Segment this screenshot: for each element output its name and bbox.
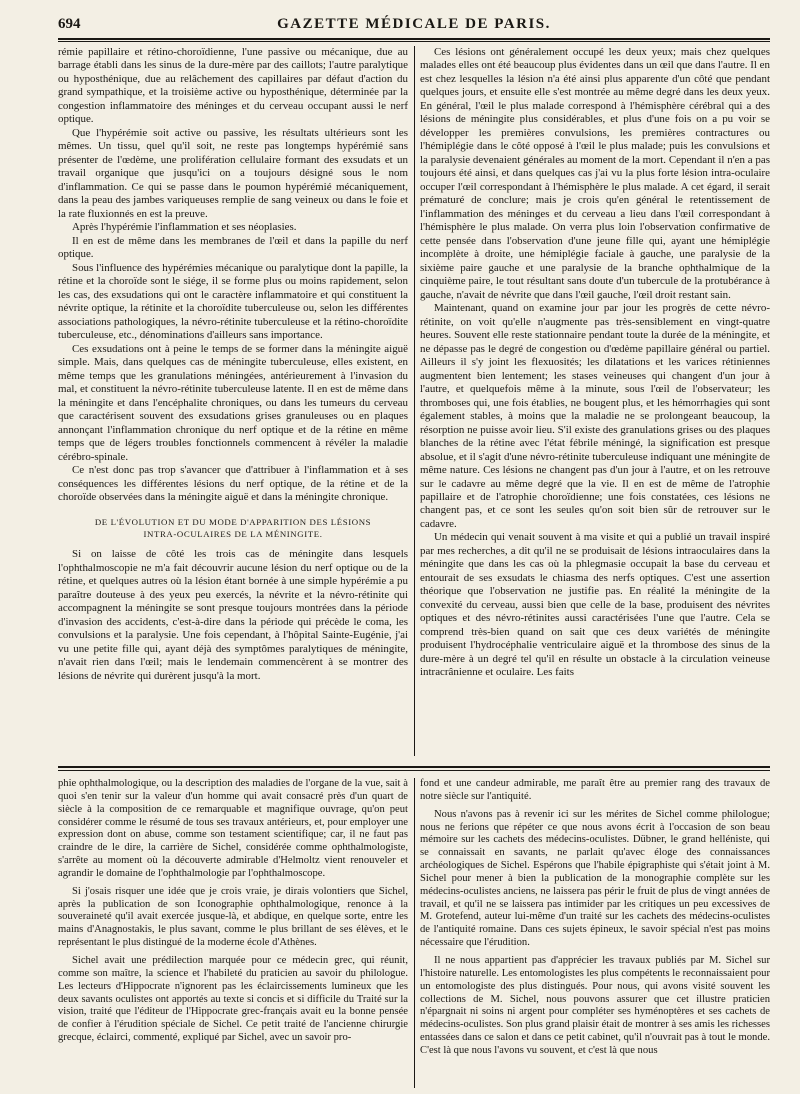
paragraph: fond et une candeur admirable, me paraît être au premier rang des travaux de notre siècle sur l'antiquité. — [420, 778, 770, 802]
paragraph: Que l'hypérémie soit active ou passive, les résultats ultérieurs sont les mêmes. Un tissu, quel qu'il soit, ne reste pas longtemps hypérémié sans présenter de l'œdème, une prolifération cellulaire formant des exsudats et un travail organique que jusqu'ici on a toujours désigné sous le nom d'inflammation. Ce qui se passe dans le poumon hypérémié mécaniquement, dans la peau des jambes variqueuses remplie de sang veineux ou dans le foie et la rate fluxionnés en est la preuve. — [58, 126, 408, 220]
page-number: 694 — [58, 16, 81, 32]
section-title — [58, 516, 408, 540]
paragraph: Il ne nous appartient pas d'apprécier les travaux publiés par M. Sichel sur l'histoire naturelle. Les entomologistes les plus compétents le reconnaissaient pour un entomologiste des plus distingués. Pour nous, qui avons visité souvent les collections de M. Sichel, nous pouvons assurer que cet illustre praticien n'épargnait ni soins ni argent pour compléter ses hyménoptères et ses cachets de médecins-oculistes. Son plus grand plaisir était de montrer à ses amis les richesses entassées dans ce salon et dans ce petit cabinet, qu'il n'ouvrait pas à tout le monde. C'est là que nous l'avons vu souvent, et c'est là que nous — [420, 954, 770, 1056]
top-left-column — [58, 46, 408, 760]
paragraph: rémie papillaire et rétino-choroïdienne, l'une passive ou mécanique, due au barrage établi dans les sinus de la dure-mère par des caillots; l'autre paralytique ou hyposthénique, due au relâchement des capillaires par défaut d'action du grand sympathique, et la troisième active ou hyposthénique, déterminée par la congestion inflammatoire des méninges et du cerveau occupant aussi le nerf optique. — [58, 46, 408, 126]
paragraph: Il en est de même dans les membranes de l'œil et dans la papille du nerf optique. — [58, 234, 408, 261]
paragraph: Un médecin qui venait souvent à ma visite et qui a publié un travail inspiré par mes recherches, a dit qu'il ne se produisait de lésions intraoculaires dans la méningite que dans les cas où la phlegmasie occupait la base du cerveau et entourait de ses exsudats le chiasma des nerfs optiques. C'est une assertion théorique que l'observation ne justifie pas. En réalité la méningite de la convexité du cerveau, aussi bien que celle de la base, produisent des névrites optiques et des névro-rétinites aussi caractérisées l'une que l'autre. Cela se comprend très-bien quand on sait que ces deux variétés de méningite produisent l'hydrocéphalie ventriculaire aiguë et la thrombose des sinus de la dure-mère à un degré tel qu'il en résulte un obstacle à la circulation veineuse intracrânienne et oculaire. Les faits — [420, 531, 770, 679]
header-rule-thin — [58, 41, 770, 42]
header-rule — [58, 38, 770, 40]
paragraph: Ces lésions ont généralement occupé les deux yeux; mais chez quelques malades elles ont été beaucoup plus évidentes dans un œil que dans l'autre. Il en est chez lesquelles la lésion n'a été ainsi plus apparente d'un côté que pendant quelques jours, et ensuite elle s'est montrée au même degré dans les deux yeux. En général, l'œil le plus malade correspond à l'hémisphère cérébral qui a des lésions de méningite plus considérables, et plus d'une fois on a pu voir se développer les premières convulsions, les premières contractures ou l'hémiplégie dans le côté opposé à l'œil le plus malade; puis les convulsions et la paralysie devenaient générales au moment de la mort. Cependant il n'en a pas toujours été ainsi, et dans quelques cas j'ai vu la plus forte lésion intra-oculaire occuper l'œil correspondant à l'hémisphère le plus malade. A cet égard, il serait prématuré de conclure; mais je crois qu'en général le retentissement de l'inflammation des méninges et du cerveau a lieu dans l'œil correspondant à l'hémisphère le plus malade. On verra plus loin l'observation confirmative de cette pensée dans l'observation d'une jeune fille qui, ayant une hémiplégie incomplète à droite, une hémiplégie faciale à gauche, une paralysie de la sixième paire gauche et une paralysie de la branche ophthalmique de la cinquième paire, le tout résultant sans doute d'un tubercule de la protubérance à gauche, n'avait de névrite que dans l'œil gauche, l'œil droit restant sain. — [420, 46, 770, 301]
paragraph: Nous n'avons pas à revenir ici sur les mérites de Sichel comme philologue; nous ne ferions que répéter ce que nous avons écrit à l'occasion de son beau mémoire sur les cachets des médecins-oculistes. Dübner, le grand helléniste, qui se connaissait en savants, ne parlait qu'avec éloge des connaissances archéologiques de Sichel. Espérons que l'habile épigraphiste qui s'était joint à M. Sichel pour mener à bien la publication de la monographie complète sur les médecins-oculistes anciens, ne laissera pas périr le fruit de plus de vingt années de travail, et qu'il ne se laissera pas intimider par les critiques un peu excessives de M. Grotefend, auteur lui-même d'un traité sur les cachets des médecins-oculistes de l'antiquité romaine. Dans ces sujets épineux, le savoir spécial n'est pas moins nécessaire que l'érudition. — [420, 808, 770, 949]
paragraph: Après l'hypérémie l'inflammation et ses néoplasies. — [72, 221, 297, 234]
paragraph: Ce n'est donc pas trop s'avancer que d'attribuer à l'inflammation et à ses conséquences les différentes lésions du nerf optique, de la rétine et de la choroïde observées dans la méningite aiguë et dans la méningite chronique. — [58, 464, 408, 503]
paragraph: Maintenant, quand on examine jour par jour les progrès de cette névro-rétinite, on voit qu'elle n'augmente pas très-sensiblement en vingt-quatre heures. Souvent elle reste stationnaire pendant toute la durée de la méningite, et ne dépasse pas le degré de congestion ou d'œdème papillaire général ou partiel. Ailleurs il s'y joint les flexuosités; les dilatations et les varices rétiniennes augmentent bien lentement; les stases veineuses qui changent d'un jour à l'autre, et quelquefois même à la minute, sous l'œil de l'observateur; les thromboses qui, une fois établies, ne bougent plus, et les hémorrhagies qui sont également stables, à moins que la maladie ne se prolongeant beaucoup, la résorption ne puisse avoir lieu. S'il existe des granulations grises ou des plaques blanches de la rétine avec l'état fébrile méningé, la signification est presque absolue, et il s'agit d'une névro-rétinite tuberculeuse indiquant une méningite de même nature. Ces lésions ne changent pas d'un jour à l'autre, et on les retrouve sur le cadavre au même degré que la vie. Il en est de même de l'atrophie papillaire et de l'atrophie choroïdienne; une fois constatées, ces lésions ne changent pas, et ce sont les seules qu'on soit bien sûr de retrouver sur le cadavre. — [420, 302, 770, 530]
bottom-right-column — [420, 778, 770, 1090]
paragraph: Si on laisse de côté les trois cas de méningite dans lesquels l'ophthalmoscopie ne m'a fait découvrir aucune lésion du nerf optique ou de la rétine, et quelques autres où la lésion étant bornée à une simple hypérémie a pu paraître douteuse à des yeux peu exercés, la névrite et la névro-rétinite qui accompagnent la méningite se sont presque toujours montrées dans la période d'invasion des accidents, c'est-à-dire dans la période qui précède le coma, les convulsions et la paralysie. Une fois cependant, à l'hôpital Sainte-Eugénie, j'ai vu une petite fille qui, ayant déjà des symptômes paralytiques de méningite, n'avait rien dans l'œil; mais le lendemain commencèrent à se montrer des lésions de névrite qui durèrent jusqu'à la mort. — [58, 548, 408, 682]
page-header — [58, 14, 770, 38]
bottom-left-column — [58, 778, 408, 1090]
column-separator — [414, 778, 415, 1088]
top-right-column — [420, 46, 770, 760]
paragraph: Sichel avait une prédilection marquée pour ce médecin grec, qui réunit, comme son maître, la science et l'habileté du praticien au savoir du philologue. Les lecteurs d'Hippocrate n'ignorent pas les éclaircissements lumineux que les deux savants oculistes ont apportés au texte si concis et si difficile du Traité sur la vision, traité que l'éditeur de l'Hippocrate grec-français avait eu la bonne pensée de confier à l'érudition spéciale de Sichel. Ce petit traité de l'ancienne chirurgie grecque, éclairci, commenté, expliqué par Sichel, avec un savoir pro- — [58, 954, 408, 1044]
section-title-line: DE L'ÉVOLUTION ET DU MODE D'APPARITION DES LÉSIONS — [94, 517, 372, 528]
paragraph: Ces exsudations ont à peine le temps de se former dans la méningite aiguë simple. Mais, dans quelques cas de méningite tuberculeuse, elles existent, en même temps que les granulations méningées, antérieurement à l'invasion du mal, et constituent la névro-rétinite tuberculeuse latente. Il en est de même dans la méningite et dans l'encéphalite chroniques, ou dans les tumeurs du cerveau que caractérisent souvent des exsudations grises granuleuses ou en plaques annonçant l'inflammation chronique du nerf optique et de la rétine en même temps que de légers troubles fonctionnels commencent à révéler la maladie cérébro-spinale. — [58, 342, 408, 463]
paragraph: phie ophthalmologique, ou la description des maladies de l'organe de la vue, sait à quoi s'en tenir sur la valeur d'un homme qui avait consacré près d'un quart de siècle à la composition de ce remarquable et magnifique ouvrage, qu'on peut considérer comme le résumé de tous ses travaux antérieurs, et, pour employer une expression dont on abuse, comme son testament scientifique; car, il ne faut pas craindre de le dire, la carrière de Sichel, considérée comme ophthalmologiste, s'arrête au moment où la découverte admirable d'Helmoltz vient renouveler et agrandir le domaine de l'ophthalmologie par l'ophthalmoscope. — [58, 778, 408, 879]
section-divider-thin — [58, 770, 770, 771]
paragraph: Si j'osais risquer une idée que je crois vraie, je dirais volontiers que Sichel, après la publication de son Iconographie ophthalmologique, renonce à la souveraineté qu'il avait exercée jusque-là, et abdique, en quelque sorte, entre les mains d'Anagnostakis, le plus savant, comme le plus brillant de ses élèves, et le représentant le plus distingué de la moderne école d'Athènes. — [58, 885, 408, 949]
paragraph: Sous l'influence des hypérémies mécanique ou paralytique dont la papille, la rétine et la choroïde sont le siége, il se forme plus ou moins rapidement, selon les cas, des exsudations qui ont le caractère inflammatoire et qui constituent la névrite optique, la rétinite et la choroïdite tuberculeuse ou, selon les différentes associations pathologiques, la névro-rétinite tuberculeuse et la rétino-choroïdite tuberculeuse, etc., dénominations d'ailleurs sans importance. — [58, 261, 408, 342]
column-separator — [414, 46, 415, 756]
journal-title: GAZETTE MÉDICALE DE PARIS. — [277, 16, 551, 32]
section-title-line: INTRA-OCULAIRES DE LA MÉNINGITE. — [143, 529, 323, 540]
section-divider — [58, 766, 770, 768]
